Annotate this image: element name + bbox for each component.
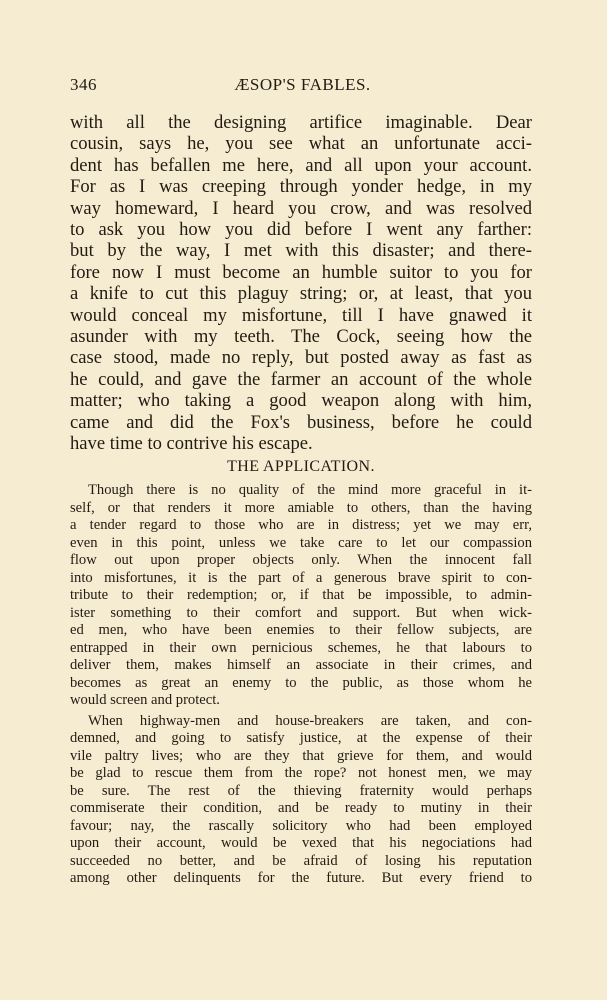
text-line: upon their account, would be vexed that his negociations had [70, 835, 532, 851]
text-line: would screen and protect. [70, 692, 220, 708]
text-line: succeeded no better, and be afraid of losing his reputation [70, 852, 532, 869]
text-line: self, or that renders it more amiable to others, than the having [70, 499, 532, 516]
text-line: matter; who taking a good weapon along with him, [70, 390, 532, 412]
text-line: came and did the Fox's business, before he could [70, 411, 532, 433]
text-line: becomes as great an enemy to the public, as those whom he [70, 674, 532, 691]
text-line: way homeward, I heard you crow, and was resolved [70, 197, 532, 219]
text-line: ister something to their comfort and support. But when wick- [70, 604, 532, 621]
text-line: dent has befallen me here, and all upon your account. [70, 154, 532, 176]
text-line: vile paltry lives; who are they that grieve for them, and would [70, 747, 532, 764]
running-title: ÆSOP'S FABLES. [234, 75, 371, 94]
section-heading: THE APPLICATION. [227, 458, 375, 475]
text-line: into misfortunes, it is the part of a generous brave spirit to con- [70, 569, 532, 586]
text-line: cousin, says he, you see what an unfortunate acci- [70, 133, 532, 155]
text-line: tribute to their redemption; or, if that be impossible, to admin- [70, 587, 532, 603]
text-line: have time to contrive his escape. [70, 433, 313, 455]
text-line: entrapped in their own pernicious schemes, he that labours to [70, 639, 532, 656]
text-line: but by the way, I met with this disaster; and there- [70, 240, 532, 262]
text-line: When highway-men and house-breakers are taken, and con- [88, 712, 532, 729]
fable-narrative [70, 112, 532, 455]
text-line: a knife to cut this plaguy string; or, at least, that you [70, 283, 532, 305]
text-line: For as I was creeping through yonder hedge, in my [70, 176, 532, 198]
text-line: even in this point, unless we take care to let our compassion [70, 534, 532, 551]
text-line: demned, and going to satisfy justice, at the expense of their [70, 730, 532, 746]
text-line: ed men, who have been enemies to their fellow subjects, are [70, 622, 532, 638]
text-line: case stood, made no reply, but posted away as fast as [70, 347, 532, 369]
page-number: 346 [70, 75, 97, 94]
text-line: commiserate their condition, and be ready to mutiny in their [70, 800, 532, 816]
text-line: he could, and gave the farmer an account of the whole [70, 368, 532, 390]
text-line: among other delinquents for the future. But every friend to [70, 870, 532, 886]
text-line: to ask you how you did before I went any farther: [70, 219, 532, 241]
text-line: would conceal my misfortune, till I have gnawed it [70, 304, 532, 326]
text-line: be sure. The rest of the thieving fraternity would perhaps [70, 782, 532, 799]
text-line: a tender regard to those who are in distress; yet we may err, [70, 517, 532, 533]
text-line: favour; nay, the rascally solicitory who had been employed [70, 817, 532, 834]
text-line: with all the designing artifice imaginable. Dear [70, 112, 532, 133]
application-text [70, 482, 532, 888]
text-line: Though there is no quality of the mind more graceful in it- [88, 482, 532, 498]
text-line: flow out upon proper objects only. When the innocent fall [70, 552, 532, 568]
text-line: be glad to rescue them from the rope? not honest men, we may [70, 765, 532, 781]
text-line: fore now I must become an humble suitor to you for [70, 261, 532, 283]
text-line: deliver them, makes himself an associate in their crimes, and [70, 657, 532, 673]
text-line: asunder with my teeth. The Cock, seeing how the [70, 326, 532, 348]
